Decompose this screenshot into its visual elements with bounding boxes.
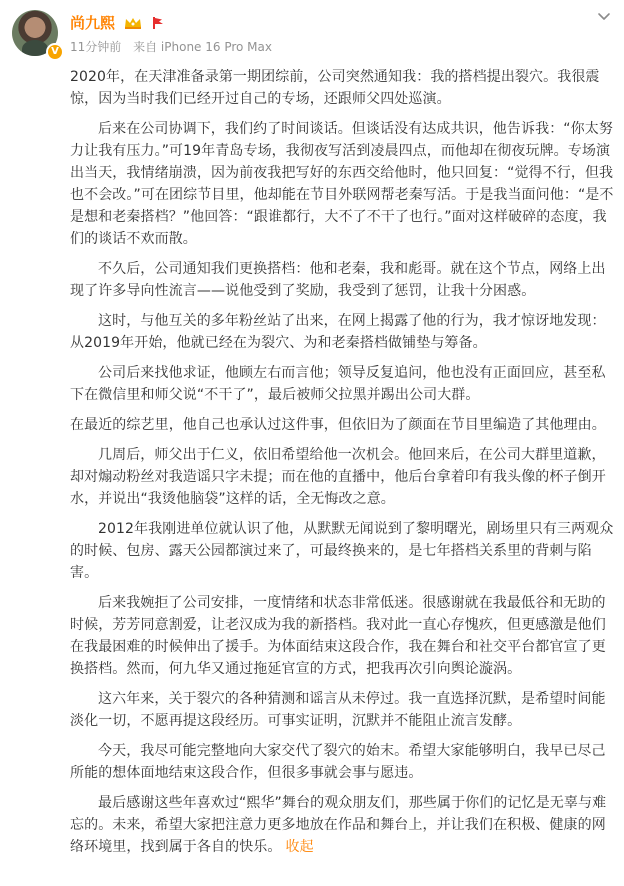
user-name[interactable]: 尚九熙 [70,14,116,32]
bottom-spacer [0,878,624,886]
chevron-down-icon[interactable] [596,8,612,24]
paragraph-5: 公司后来找他求证，他顾左右而言他；领导反复追问，他也没有正面回应，甚至私下在微信里和师父说“不干了”，最后被师父拉黑并踢出公司大群。 [70,365,606,403]
crown-icon [123,16,143,30]
post-header [0,0,624,66]
verified-badge-icon: V [46,43,64,61]
flag-icon [151,16,165,30]
post-meta [70,38,272,56]
post-content [70,66,616,866]
paragraph-1: 2020年，在天津准备录第一期团综前，公司突然通知我：我的搭档提出裂穴。我很震惊，因为当时我们已经开过自己的专场，还跟师父四处巡演。 [70,69,600,107]
paragraph-9: 后来我婉拒了公司安排，一度情绪和状态非常低迷。很感谢就在我最低谷和无助的时候，芳芳同意割爱，让老汉成为我的新搭档。我对此一直心存愧疚，但更感激是他们在我最困难的时候伸出了援手。为体面结束这段合作，我在舞台和社交平台都官宣了更换搭档。然而，何九华又通过拖延官宣的方式，把我再次引向舆论漩涡。 [70,595,606,677]
post-time: 11分钟前 [70,40,122,54]
paragraph-4: 这时，与他互关的多年粉丝站了出来，在网上揭露了他的行为，我才惊讶地发现：从2019年开始，他就已经在为裂穴、为和老秦搭档做铺垫与筹备。 [70,313,606,351]
paragraph-11: 今天，我尽可能完整地向大家交代了裂穴的始末。希望大家能够明白，我早已尽己所能的想体面地结束这段合作，但很多事就会事与愿违。 [70,743,606,781]
paragraph-10: 这六年来，关于裂穴的各种猜测和谣言从未停过。我一直选择沉默，是希望时间能淡化一切，不愿再提这段经历。可事实证明，沉默并不能阻止流言发酵。 [70,691,606,729]
paragraph-7: 几周后，师父出于仁义，依旧希望给他一次机会。他回来后，在公司大群里道歉，却对煽动粉丝对我造谣只字未提；而在他的直播中，他后台拿着印有我头像的杯子倒开水，并说出“我烫他脑袋”这样的话，全无悔改之意。 [70,447,606,507]
paragraph-8: 2012年我刚进单位就认识了他，从默默无闻说到了黎明曙光，剧场里只有三两观众的时候、包房、露天公园都演过来了，可最终换来的，是七年搭档关系里的背刺与陷害。 [70,521,614,581]
paragraph-12 [70,792,616,858]
paragraph-12-text: 最后感谢这些年喜欢过“熙华”舞台的观众朋友们，那些属于你们的记忆是无辜与难忘的。未来，希望大家把注意力更多地放在作品和舞台上，并让我们在积极、健康的网络环境里，找到属于各自的快乐。 [70,795,607,855]
post-source: 来自 iPhone 16 Pro Max [133,40,272,54]
collapse-link[interactable]: 收起 [285,839,314,855]
name-row [70,13,165,33]
paragraph-6: 在最近的综艺里，他自己也承认过这件事，但依旧为了颜面在节目里编造了其他理由。 [70,417,606,433]
paragraph-2: 后来在公司协调下，我们约了时间谈话。但谈话没有达成共识，他告诉我：“你太努力让我有压力。”可19年青岛专场，我彻夜写活到凌晨四点，而他却在彻夜玩牌。专场演出当天，我情绪崩溃，因为前夜我把写好的东西交给他时，他只回复：“觉得不行，但我也不会改。”可在团综节目里，他却能在节目外联网帮老秦写活。于是我当面问他：“是不是想和老秦搭档？”他回答：“跟谁都行，大不了不干了也行。”面对这样破碎的态度，我们的谈话不欢而散。 [70,121,614,247]
paragraph-3: 不久后，公司通知我们更换搭档：他和老秦，我和彪哥。就在这个节点，网络上出现了许多导向性流言——说他受到了奖励，我受到了惩罚，让我十分困惑。 [70,261,606,299]
